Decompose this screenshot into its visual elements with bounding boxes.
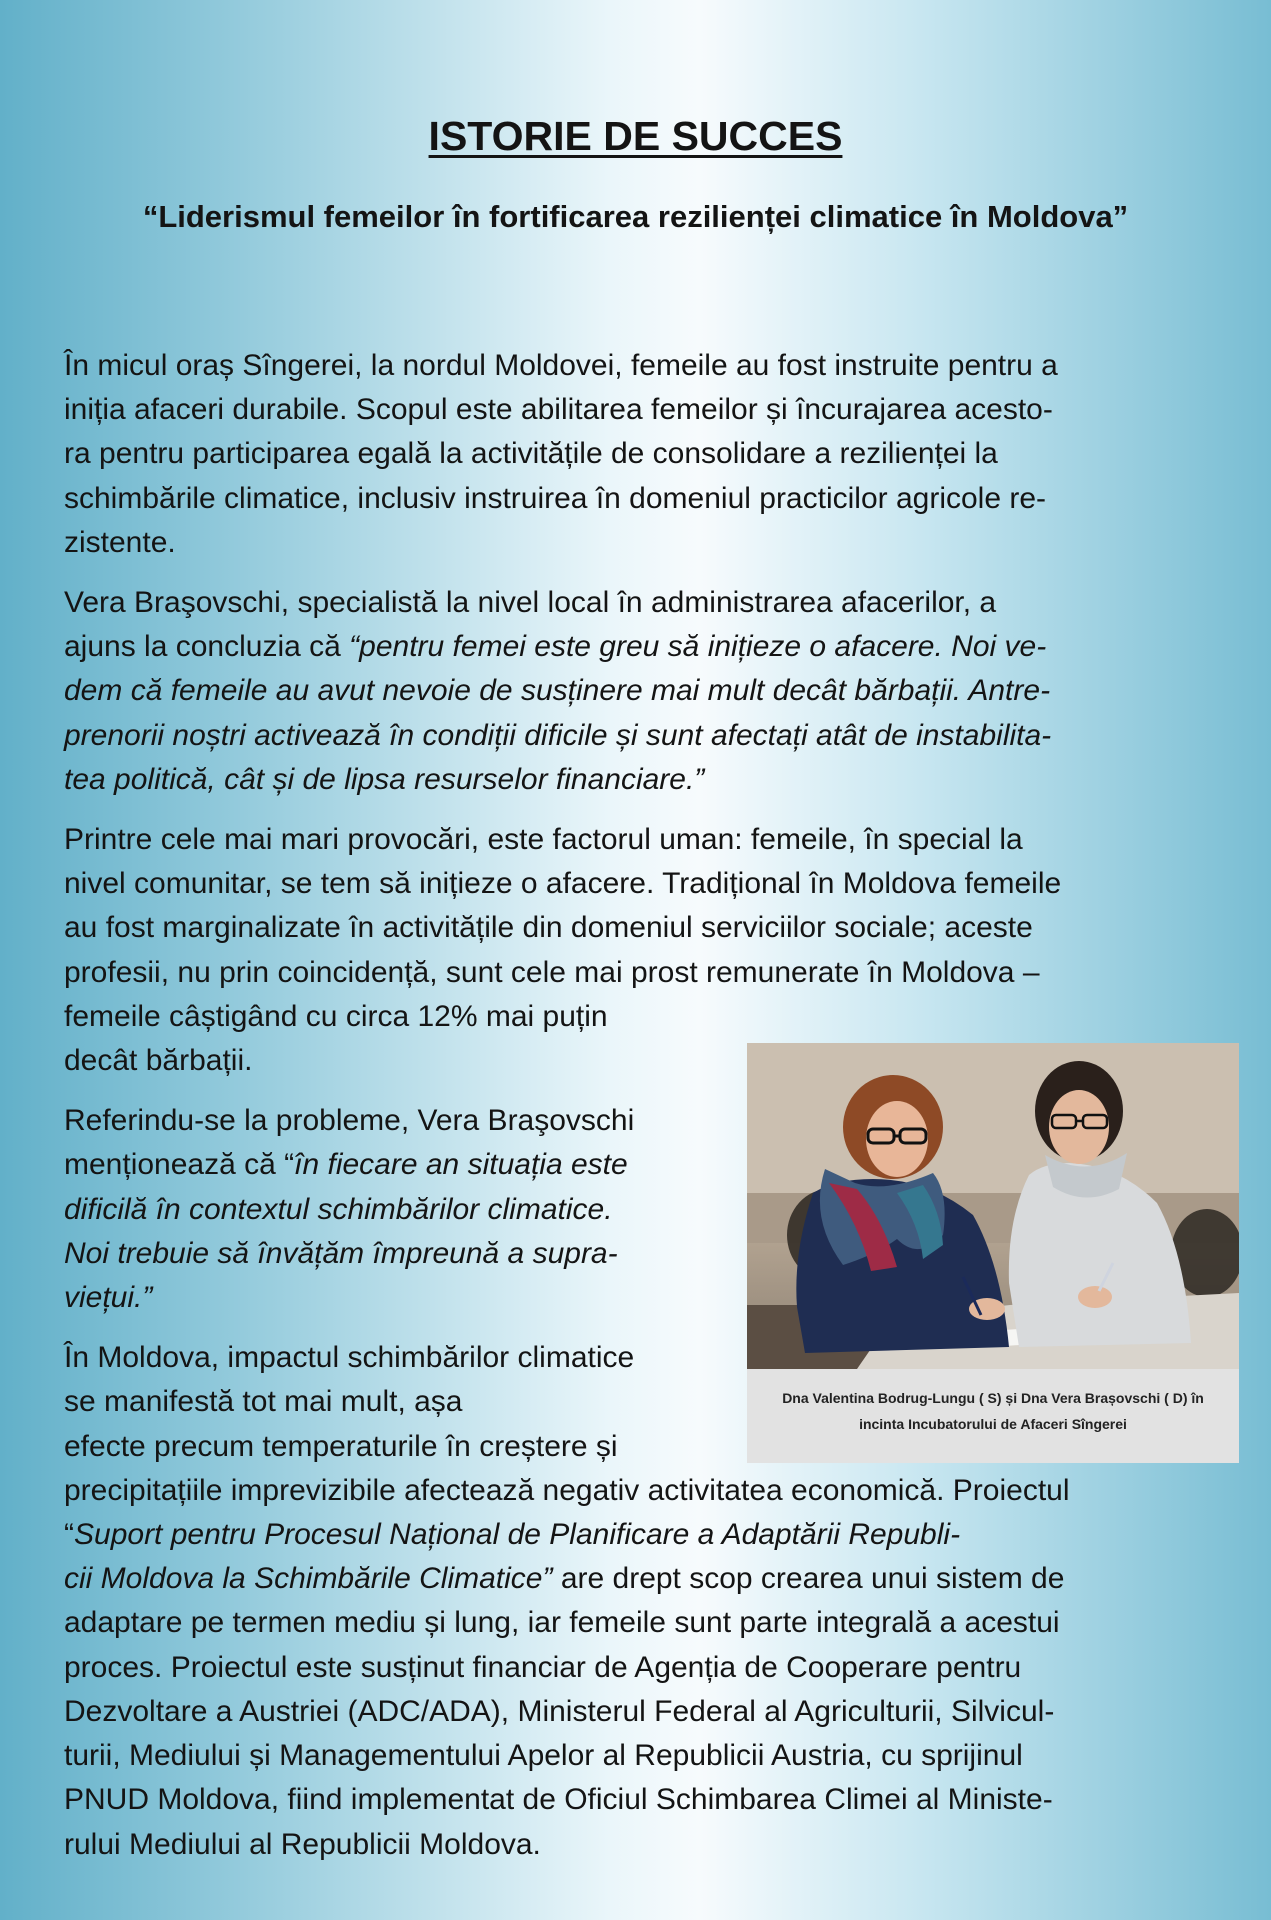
text-line: PNUD Moldova, fiind implementat de Oficiul Schimbarea Climei al Ministe- [64,1783,1053,1817]
text-line: turii, Mediului și Managementului Apelor al Republicii Austria, cu sprijinul [64,1739,1023,1773]
text-line: efecte precum temperaturile în creștere și [64,1429,618,1463]
page-title-text: ISTORIE DE SUCCES [428,113,843,159]
text-line: femeile câștigând cu circa 12% mai puțin [64,999,608,1033]
quote-segment: “pentru femei este greu să inițieze o afacere. Noi ve- [349,630,1047,664]
text-line: nivel comunitar, se tem să inițieze o afacere. Tradițional în Moldova femeile [64,867,1062,901]
quote-segment: tea politică, cât și de lipsa resurselor financiare.” [64,762,705,796]
text-line [64,625,1234,669]
text-line [64,1513,1234,1557]
page-title [0,108,1271,164]
quote-segment: prenorii noștri activează în condiții dificile și sunt afectați atât de instabilita- [64,718,1052,752]
photo-figure [747,1043,1239,1463]
quote-segment: dificilă în contextul schimbărilor climatice. [64,1192,613,1226]
text-line: precipitațiile imprevizibile afectează negativ activitatea economică. Proiectul [64,1473,1070,1507]
photo-illustration [747,1043,1239,1369]
text-segment: “ [64,1518,74,1552]
text-line: În Moldova, impactul schimbărilor climatice [64,1341,635,1375]
text-line: schimbările climatice, inclusiv instruirea în domeniul practicilor agricole re- [64,481,1047,515]
text-line: rului Mediului al Republicii Moldova. [64,1827,541,1861]
photo-two-women-at-table [747,1043,1239,1369]
quote-line [64,758,1234,802]
text-line: ra pentru participarea egală la activitățile de consolidare a rezilienței la [64,437,998,471]
text-line: Dezvoltare a Austriei (ADC/ADA), Ministerul Federal al Agriculturii, Silvicul- [64,1694,1055,1728]
caption-line: incinta Incubatorului de Afaceri Sîngerei [859,1416,1127,1432]
text-line: au fost marginalizate în activitățile din domeniul serviciilor sociale; aceste [64,911,1033,945]
text-line: profesii, nu prin coincidență, sunt cele mai prost remunerate în Moldova – [64,955,1040,989]
text-line: Vera Braşovschi, specialistă la nivel local în administrarea afacerilor, a [64,586,997,620]
text-segment: ajuns la concluzia că [64,630,350,664]
quote-line [64,669,1234,713]
quote-line [64,714,1234,758]
text-line: adaptare pe termen mediu și lung, iar femeile sunt parte integrală a acestui [64,1606,1060,1640]
text-line: Referindu-se la probleme, Vera Braşovschi [64,1104,635,1138]
text-segment: menționează că “ [64,1148,295,1182]
text-line: proces. Proiectul este susținut financiar de Agenția de Cooperare pentru [64,1650,1022,1684]
text-line [64,1557,1234,1601]
quote-segment: în fiecare an situația este [294,1148,628,1182]
text-line: În micul oraș Sîngerei, la nordul Moldovei, femeile au fost instruite pentru a [64,349,1058,382]
paragraph-quote-vera [64,581,1234,802]
text-segment: are drept scop crearea unui sistem de [552,1562,1065,1596]
text-line: zistente. [64,525,176,559]
text-line: Printre cele mai mari provocări, este factorul uman: femeile, în special la [64,823,1023,857]
page-subtitle: “Liderismul femeilor în fortificarea rezilienței climatice în Moldova” [142,199,1129,234]
quote-segment: Noi trebuie să învățăm împreună a supra- [64,1236,618,1270]
quote-segment: dem că femeile au avut nevoie de susținere mai mult decât bărbații. Antre- [64,674,1051,708]
text-line: se manifestă tot mai mult, așa [64,1385,463,1419]
text-line: decât bărbații. [64,1044,253,1078]
caption-line: Dna Valentina Bodrug-Lungu ( S) și Dna Vera Brașovschi ( D) în [782,1390,1204,1406]
quote-segment: viețui.” [64,1281,153,1315]
paragraph-intro [64,344,1234,565]
photo-caption [747,1385,1239,1437]
text-line: iniția afaceri durabile. Scopul este abilitarea femeilor și încurajarea acesto- [64,393,1053,427]
project-name-segment: cii Moldova la Schimbările Climatice” [64,1562,553,1596]
project-name-segment: Suport pentru Procesul Național de Planificare a Adaptării Republi- [74,1518,961,1552]
